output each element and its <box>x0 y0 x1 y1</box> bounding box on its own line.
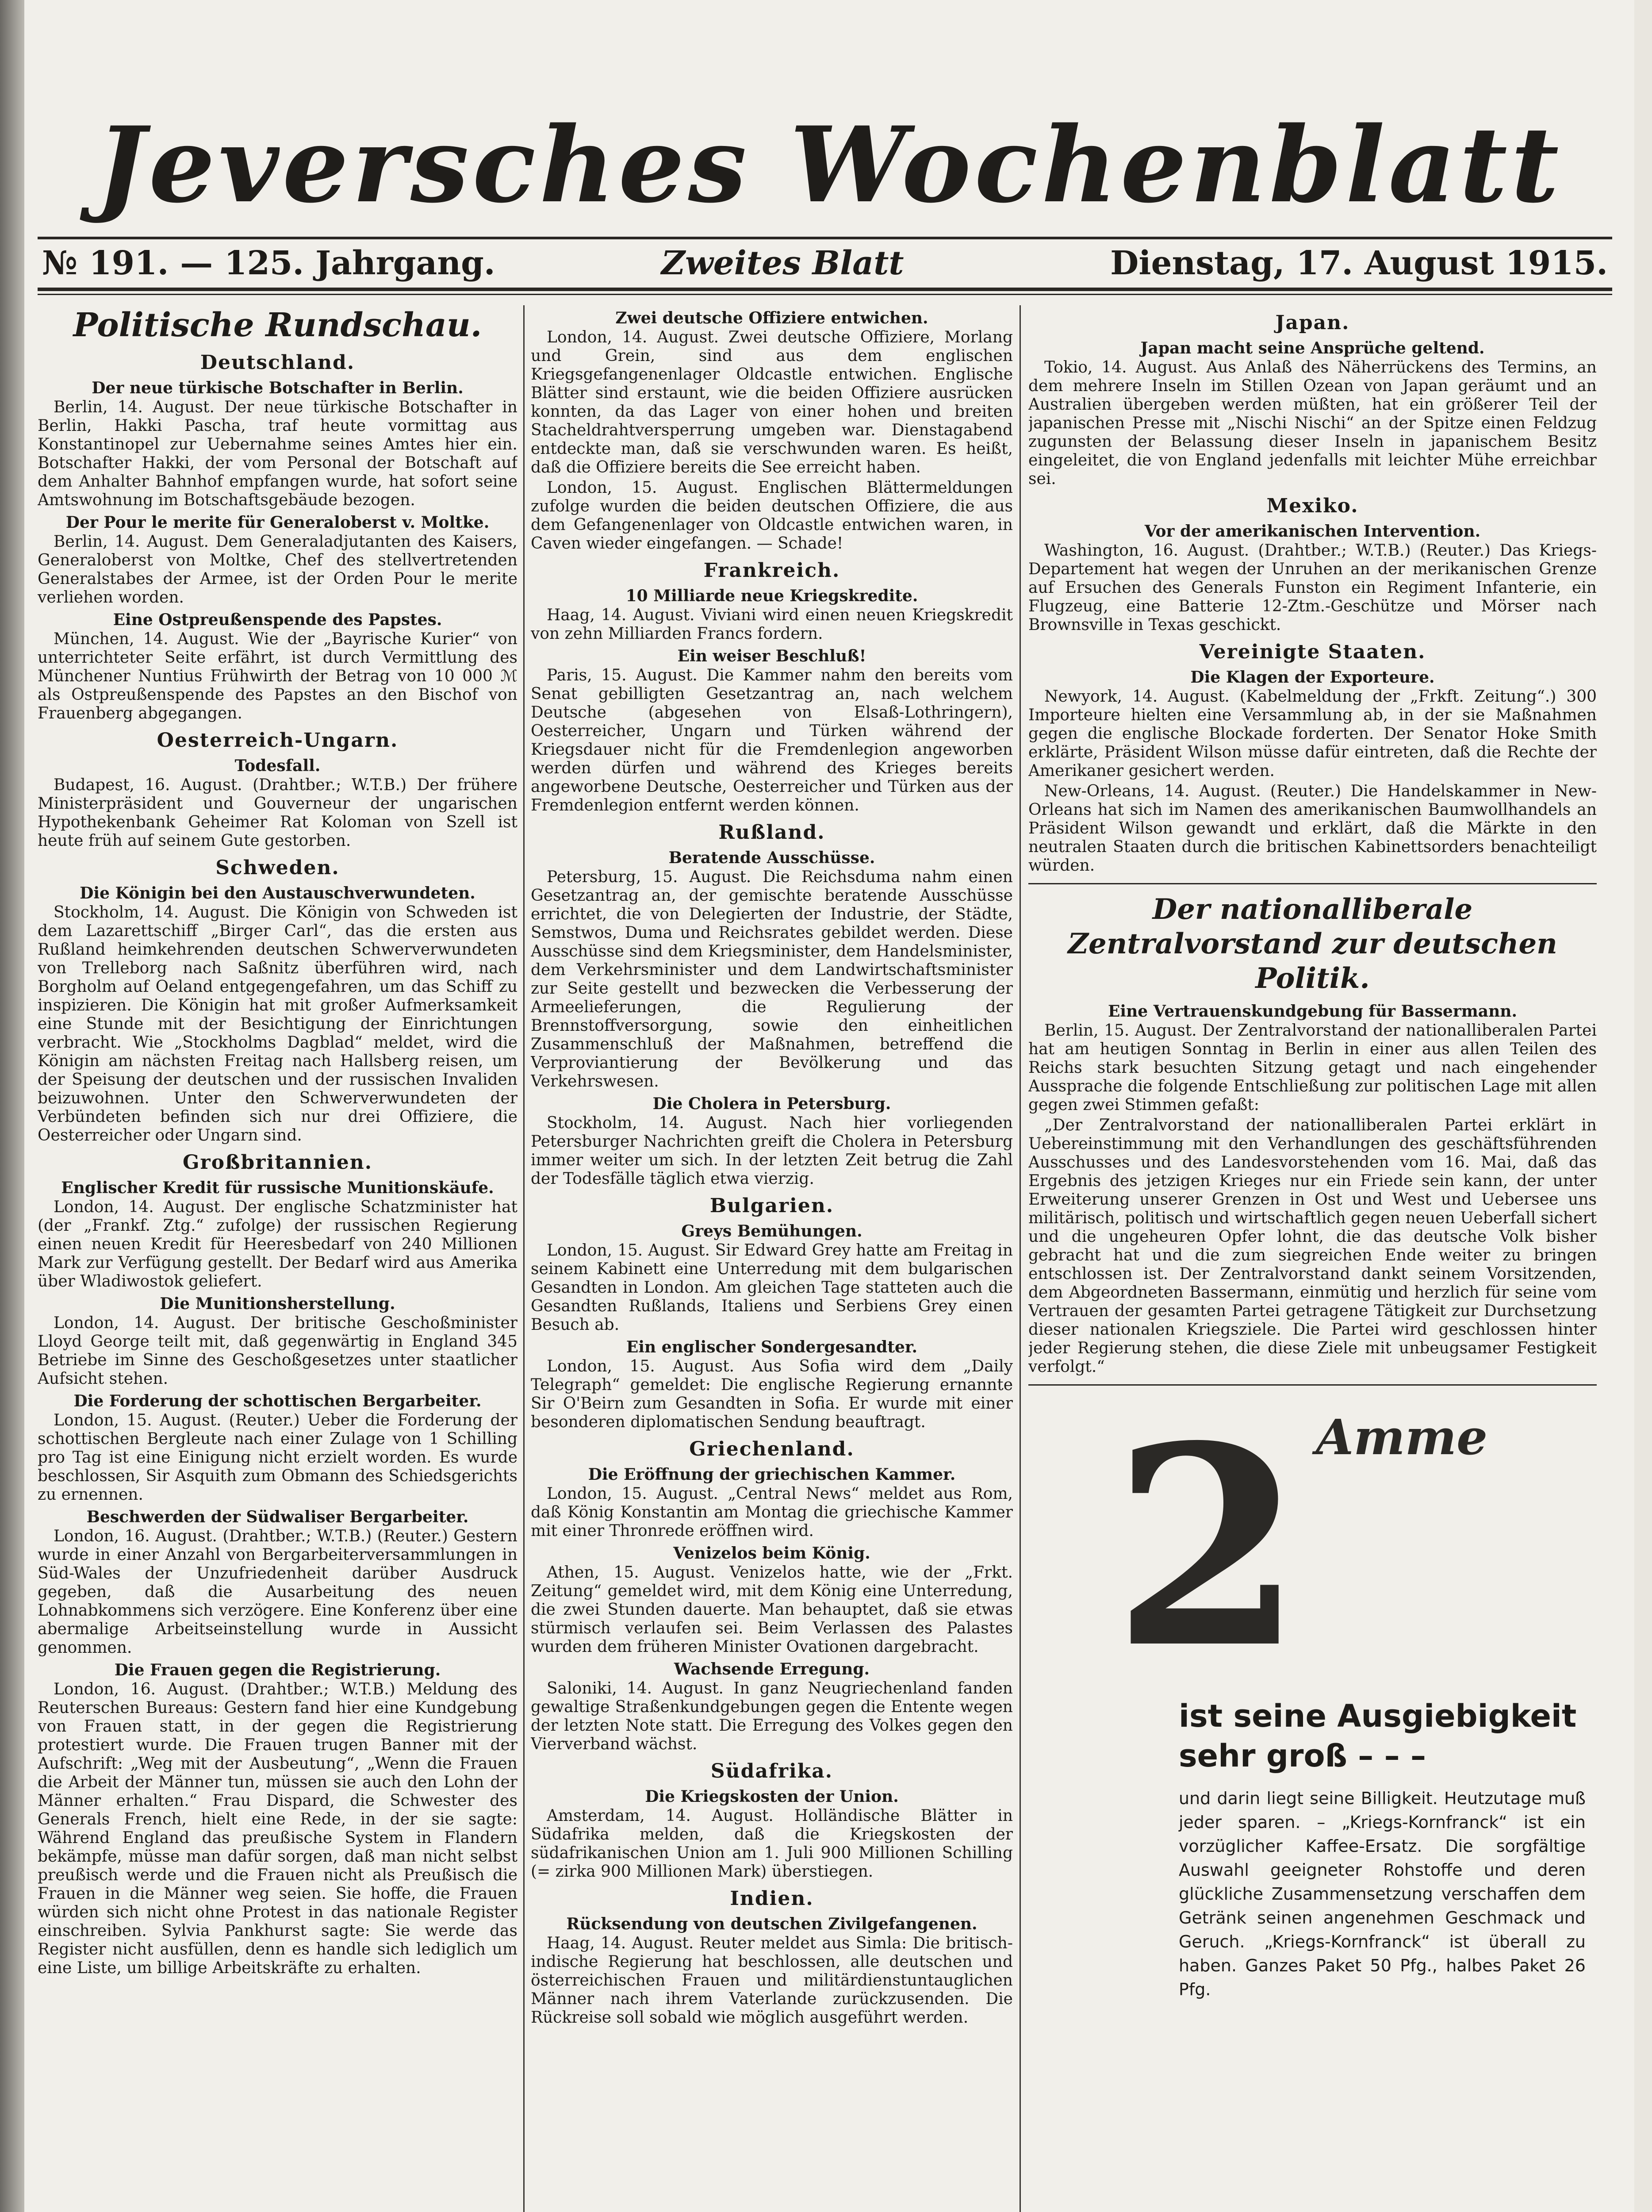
masthead-bottom-rule-thin <box>38 294 1612 295</box>
article-headline: Venizelos beim König. <box>673 1544 870 1563</box>
article-text: Washington, 16. August. (Drahtber.; W.T.B.) (Reuter.) Das Kriegs-Departement hat wegen der Unruhen an der merikanischen Grenze auf Ersuchen des Generals Funston ein Regiment Infanterie, ein Flugzeug, eine Batterie 12-Ztm.-Geschütze und Mörser nach Brownsville in Texas geschickt. <box>1028 541 1597 634</box>
article-headline: Der Pour le merite für Generaloberst v. Moltke. <box>65 513 490 532</box>
country-heading: Großbritannien. <box>182 1151 373 1174</box>
article-headline: Japan macht seine Ansprüche geltend. <box>1140 339 1485 357</box>
article-text: London, 16. August. (Drahtber.; W.T.B.) (Reuter.) Gestern wurde in einer Anzahl von Bergarbeiterversammlungen in Süd-Wales der Unzufriedenheit darüber Ausdruck gegeben, daß die Ausarbeitung des neuen Lohnabkommens sich verzögere. Eine Konferenz über eine abermalige Arbeitseinstellung wurde in Aussicht genommen. <box>38 1527 517 1657</box>
article-text: New-Orleans, 14. August. (Reuter.) Die Handelskammer in New-Orleans hat sich im Namen des amerikanischen Baumwollhandels an Präsident Wilson gewandt und erklärt, daß die Märkte in den neutralen Staaten durch die britischen Kabinettsorders benachteiligt würden. <box>1028 782 1597 875</box>
country-heading: Frankreich. <box>703 559 840 582</box>
ad-headline: ist seine Ausgiebigkeit <box>1179 1698 1577 1734</box>
section-separator <box>1028 883 1597 884</box>
article-text: London, 14. August. Der englische Schatzminister hat (der „Frankf. Ztg.“ zufolge) der russischen Regierung einen neuen Kredit für Heeresbedarf von 240 Millionen Mark zur Verfügung gestellt. Der Bedarf wird aus Amerika über Wladiwostok geliefert. <box>38 1198 517 1290</box>
kornfranck-advertisement <box>1028 1386 1597 2034</box>
issue-date: Dienstag, 17. August 1915. <box>1110 244 1608 282</box>
country-heading: Griechenland. <box>689 1438 855 1460</box>
scan-edge <box>0 0 24 2212</box>
article-text: London, 15. August. Sir Edward Grey hatte am Freitag in seinem Kabinett eine Unterredung mit dem bulgarischen Gesandten in London. Am gleichen Tage statteten auch die Gesandten Rußlands, Italiens und Serbiens Grey einen Besuch ab. <box>531 1241 1013 1334</box>
ad-script-word: Amme <box>1316 1409 1488 1466</box>
country-heading: Südafrika. <box>710 1760 833 1782</box>
article-text: London, 14. August. Der britische Geschoßminister Lloyd George teilt mit, daß gegenwärtig in England 345 Betriebe im Sinne des Geschoßgesetzes unter staatlicher Aufsicht stehen. <box>38 1314 517 1388</box>
article-text: Petersburg, 15. August. Die Reichsduma nahm einen Gesetzantrag an, der gemischte beratende Ausschüsse errichtet, die von Delegierten der Industrie, der Städte, Semstwos, Duma und Reichsrates gebildet werden. Diese Ausschüsse sind dem Kriegsminister, dem Handelsminister, dem Verkehrsminister und dem Landwirtschaftsminister zur Seite gestellt und bezwecken die Verbesserung der Armeelieferungen, die Regulierung der Brennstoffversorgung, sowie den einheitlichen Zusammenschluß der Maßnahmen, betreffend die Verproviantierung der Bevölkerung und das Verkehrswesen. <box>531 868 1013 1091</box>
article-headline: 10 Milliarde neue Kriegskredite. <box>625 587 918 605</box>
country-heading: Mexiko. <box>1266 495 1359 517</box>
article-headline: Ein englischer Sondergesandter. <box>626 1338 918 1356</box>
article-text: London, 15. August. Englischen Blättermeldungen zufolge wurden die beiden deutschen Offiziere, die aus dem Gefangenenlager von Oldcastle entwichen waren, in Caven wieder eingefangen. — Schade! <box>531 479 1013 553</box>
masthead-bottom-rule <box>38 288 1612 291</box>
article-headline: Die Frauen gegen die Registrierung. <box>114 1661 441 1679</box>
sheet-label: Zweites Blatt <box>661 244 904 282</box>
masthead-title: Jeversches Wochenblatt <box>96 104 1563 226</box>
country-heading: Oesterreich-Ungarn. <box>157 729 399 752</box>
section-title: Politische Rundschau. <box>73 306 482 344</box>
article-text: Budapest, 16. August. (Drahtber.; W.T.B.) Der frühere Ministerpräsident und Gouverneur der ungarischen Hypothekenbank Geheimer Rat Koloman von Szell ist heute früh auf seinem Gute gestorben. <box>38 776 517 850</box>
ad-large-digit: 2 <box>1112 1386 1303 1709</box>
article-text: Paris, 15. August. Die Kammer nahm den bereits vom Senat gebilligten Gesetzantrag an, nach welchem Deutsche (abgesehen von Elsaß-Lothringern), Oesterreicher, Ungarn und Türken während der Kriegsdauer nicht für die Fremdenlegion angeworben werden dürfen und während des Krieges bereits angeworbene Deutsche, Oesterreicher und Türken aus der Fremdenlegion entfernt werden können. <box>531 666 1013 814</box>
country-heading: Vereinigte Staaten. <box>1199 641 1426 663</box>
article-text: Berlin, 14. August. Dem Generaladjutanten des Kaisers, Generaloberst von Moltke, Chef des stellvertretenden Generalstabes der Armee, ist der Orden Pour le merite verliehen worden. <box>38 533 517 607</box>
article-headline: Ein weiser Beschluß! <box>677 647 866 665</box>
article-text: Stockholm, 14. August. Nach hier vorliegenden Petersburger Nachrichten greift die Cholera in Petersburg immer weiter um sich. In der letzten Zeit betrug die Zahl der Todesfälle täglich etwa vierzig. <box>531 1114 1013 1188</box>
column-1 <box>38 305 517 2212</box>
country-heading: Schweden. <box>215 856 340 879</box>
article-text: „Der Zentralvorstand der nationalliberalen Partei erklärt in Uebereinstimmung mit den Verhandlungen des geschäftsführenden Ausschusses und des Landesvorstehenden vom 16. Mai, daß das Ergebnis des jetzigen Krieges nur ein Friede sein kann, der unter Erweiterung unserer Grenzen in Ost und West und Uebersee uns militärisch, politisch und wirtschaftlich gegen neuen Ueberfall sichert und die ungeheuren Opfer lohnt, die das deutsche Volk bisher gebracht hat und die zum siegreichen Ende weiter zu bringen entschlossen ist. Der Zentralvorstand dankt seinem Vorsitzenden, dem Abgeordneten Bassermann, einmütig und herzlich für seine vom Vertrauen der gesamten Partei getragene Tätigkeit zur Durchsetzung dieser nationalen Kriegsziele. Die Partei wird geschlossen hinter jeder Regierung stehen, die diese Ziele mit unbeugsamer Festigkeit verfolgt.“ <box>1028 1116 1597 1376</box>
ad-subheadline: sehr groß – – – <box>1179 1738 1426 1774</box>
article-text: London, 15. August. „Central News“ meldet aus Rom, daß König Konstantin am Montag die griechische Kammer mit einer Thronrede eröffnen wird. <box>531 1485 1013 1540</box>
article-text: Berlin, 15. August. Der Zentralvorstand der nationalliberalen Partei hat am heutigen Sonntag in Berlin in einer aus allen Teilen des Reichs stark besuchten Sitzung getagt und nach eingehender Aussprache die folgende Entschließung zur politischen Lage mit allen gegen zwei Stimmen gefaßt: <box>1028 1022 1597 1114</box>
article-headline: Wachsende Erregung. <box>674 1660 870 1678</box>
article-headline: Eine Vertrauenskundgebung für Bassermann. <box>1108 1002 1518 1021</box>
article-headline: Greys Bemühungen. <box>681 1222 862 1240</box>
article-headline: Zwei deutsche Offiziere entwichen. <box>615 309 928 327</box>
article-headline: Englischer Kredit für russische Munitionskäufe. <box>61 1179 494 1197</box>
article-text: London, 15. August. (Reuter.) Ueber die Forderung der schottischen Bergleute nach einer Zulage von 1 Schilling pro Tag ist eine Einigung nicht erzielt worden. Es wurde beschlossen, Sir Asquith zum Obmann des Schiedsgerichts zu ernennen. <box>38 1411 517 1504</box>
article-text: Haag, 14. August. Reuter meldet aus Simla: Die britisch-indische Regierung hat beschlossen, alle deutschen und österreichischen Frauen und militärdienstuntauglichen Männer nach ihrem Vaterlande zurückzusenden. Die Rückreise soll sobald wie möglich ausgeführt werden. <box>531 1934 1013 2027</box>
country-heading: Rußland. <box>718 821 825 844</box>
column-2 <box>531 305 1013 2212</box>
article-headline: Rücksendung von deutschen Zivilgefangenen. <box>566 1915 977 1933</box>
article-text: Amsterdam, 14. August. Holländische Blätter in Südafrika melden, daß die Kriegskosten der südafrikanischen Union am 1. Juli 900 Millionen Schilling (= zirka 900 Millionen Mark) überstiegen. <box>531 1807 1013 1881</box>
article-text: Newyork, 14. August. (Kabelmeldung der „Frkft. Zeitung“.) 300 Importeure hielten eine Versammlung ab, in der sie Maßnahmen gegen die englische Blockade forderten. Der Senator Hoke Smith erklärte, Präsident Wilson müsse dafür eintreten, daß die Rechte der Amerikaner gesichert werden. <box>1028 687 1597 780</box>
article-text: Berlin, 14. August. Der neue türkische Botschafter in Berlin, Hakki Pascha, traf heute vormittag aus Konstantinopel zur Uebernahme seines Amtes hier ein. Botschafter Hakki, der vom Personal der Botschaft auf dem Anhalter Bahnhof empfangen wurde, hat sofort seine Amtswohnung im Botschaftsgebäude bezogen. <box>38 398 517 509</box>
article-text: London, 14. August. Zwei deutsche Offiziere, Morlang und Grein, sind aus dem englischen Kriegsgefangenenlager Oldcastle entwichen. Englische Blätter sind erstaunt, wie die beiden Offiziere ausrücken konnten, da das Lager von einer hohen und breiten Stacheldrahtversperrung umgeben war. Dienstagabend entdeckte man, daß sie verschwunden waren. Es heißt, daß die Offiziere bereits die See erreicht haben. <box>531 328 1013 476</box>
article-text: Stockholm, 14. August. Die Königin von Schweden ist dem Lazarettschiff „Birger Carl“, das die ersten aus Rußland heimkehrenden deutschen Schwerverwundeten von Trelleborg nach Saßnitz überführen wird, nach Borgholm auf Oeland entgegengefahren, um das Schiff zu inspizieren. Die Königin hat mit großer Aufmerksamkeit eine Stunde mit der Besichtigung der Einrichtungen verbracht. Wie „Stockholms Dagblad“ meldet, wird die Königin am nächsten Freitag nach Hallsberg reisen, um der Speisung der deutschen und der russischen Invaliden beizuwohnen. Unter den Schwerverwundeten der Verbündeten befinden sich nur drei Offiziere, die Oesterreicher oder Ungarn sind. <box>38 903 517 1144</box>
column-divider-1 <box>523 305 525 2212</box>
article-text: München, 14. August. Wie der „Bayrische Kurier“ von unterrichteter Seite erfährt, ist durch Vermittlung des Münchener Nuntius Frühwirth der Betrag von 10 000 ℳ als Ostpreußenspende des Papstes an den Bischof von Frauenberg abgegangen. <box>38 630 517 722</box>
ad-body-text: und darin liegt seine Billigkeit. Heutzutage muß jeder sparen. – „Kriegs-Kornfranck“ ist ein vorzüglicher Kaffee-Ersatz. Die sorgfältige Auswahl geeigneter Rohstoffe und deren glückliche Zusammensetzung verschaffen dem Getränk seinen angenehmen Geschmack und Geruch. „Kriegs-Kornfranck“ ist überall zu haben. Ganzes Paket 50 Pfg., halbes Paket 26 Pfg. <box>1179 1789 1586 1999</box>
article-text: Saloniki, 14. August. In ganz Neugriechenland fanden gewaltige Straßenkundgebungen gegen die Entente wegen der letzten Note statt. Die Erregung des Volkes gegen den Vierverband wächst. <box>531 1679 1013 1753</box>
country-heading: Indien. <box>730 1887 814 1910</box>
article-headline: Eine Ostpreußenspende des Papstes. <box>113 611 442 629</box>
article-title: Der nationalliberale Zentralvorstand zur deutschen Politik. <box>1068 893 1557 995</box>
article-headline: Die Kriegskosten der Union. <box>645 1787 899 1806</box>
article-headline: Die Königin bei den Austauschverwundeten. <box>80 884 475 902</box>
country-heading: Deutschland. <box>200 351 355 374</box>
masthead-top-rule <box>38 237 1612 239</box>
article-headline: Die Forderung der schottischen Bergarbeiter. <box>73 1392 482 1410</box>
article-headline: Die Eröffnung der griechischen Kammer. <box>588 1465 956 1484</box>
article-text: Athen, 15. August. Venizelos hatte, wie der „Frkt. Zeitung“ gemeldet wird, mit dem König eine Unterredung, die zwei Stunden dauerte. Man behauptet, daß sie etwas stürmisch verlaufen sei. Beim Verlassen des Palastes wurden dem früheren Minister Ovationen dargebracht. <box>531 1563 1013 1656</box>
article-headline: Todesfall. <box>234 757 321 775</box>
column-3 <box>1028 305 1597 2212</box>
article-text: Tokio, 14. August. Aus Anlaß des Näherrückens des Termins, an dem mehrere Inseln im Stillen Ozean von Japan geräumt und an Australien übergeben werden müßten, hat ein größerer Teil der japanischen Presse mit „Nischi Nischi“ an der Spitze einen Feldzug zugunsten der Belassung dieser Inseln in japanischem Besitz eingeleitet, die von England jedenfalls mit leichter Mühe erreichbar sei. <box>1028 358 1597 488</box>
article-text: London, 16. August. (Drahtber.; W.T.B.) Meldung des Reuterschen Bureaus: Gestern fand hier eine Kundgebung von Frauen statt, in der gegen die Registrierung protestiert wurde. Die Frauen trugen Banner mit der Aufschrift: „Weg mit der Ausbeutung“, „Wenn die Frauen die Arbeit der Männer tun, müssen sie auch den Lohn der Männer erhalten.“ Frau Dispard, die Schwester des Generals French, hielt eine Rede, in der sie sagte: Während England das preußische System in Flandern bekämpfe, müsse man dafür sorgen, daß man nicht selbst preußisch werde und die Frauen nicht als Preußisch die Frauen in die Männer weg seien. Sie hoffe, die Frauen würden sich nicht ohne Protest in das nationale Register einschreiben. Sylvia Pankhurst sagte: Sie werde das Register nicht ausfüllen, denn es handle sich lediglich um eine Liste, um billige Arbeitskräfte zu erhalten. <box>38 1680 517 1977</box>
article-text: London, 15. August. Aus Sofia wird dem „Daily Telegraph“ gemeldet: Die englische Regierung ernannte Sir O'Beirn zum Gesandten in Sofia. Er wurde mit einer besonderen diplomatischen Sendung beauftragt. <box>531 1357 1013 1431</box>
article-headline: Beschwerden der Südwaliser Bergarbeiter. <box>86 1508 469 1526</box>
section-separator <box>1028 1384 1597 1386</box>
newspaper-page <box>24 0 1634 2212</box>
article-headline: Vor der amerikanischen Intervention. <box>1144 522 1481 541</box>
country-heading: Japan. <box>1275 311 1350 334</box>
issue-number: № 191. — 125. Jahrgang. <box>42 244 495 282</box>
article-headline: Der neue türkische Botschafter in Berlin. <box>92 379 464 397</box>
article-headline: Beratende Ausschüsse. <box>668 849 875 867</box>
article-headline: Die Munitionsherstellung. <box>160 1294 395 1313</box>
country-heading: Bulgarien. <box>709 1194 834 1217</box>
article-headline: Die Cholera in Petersburg. <box>652 1094 891 1113</box>
column-divider-2 <box>1020 305 1021 2212</box>
article-headline: Die Klagen der Exporteure. <box>1190 668 1435 687</box>
article-text: Haag, 14. August. Viviani wird einen neuen Kriegskredit von zehn Milliarden Francs fordern. <box>531 606 1013 643</box>
